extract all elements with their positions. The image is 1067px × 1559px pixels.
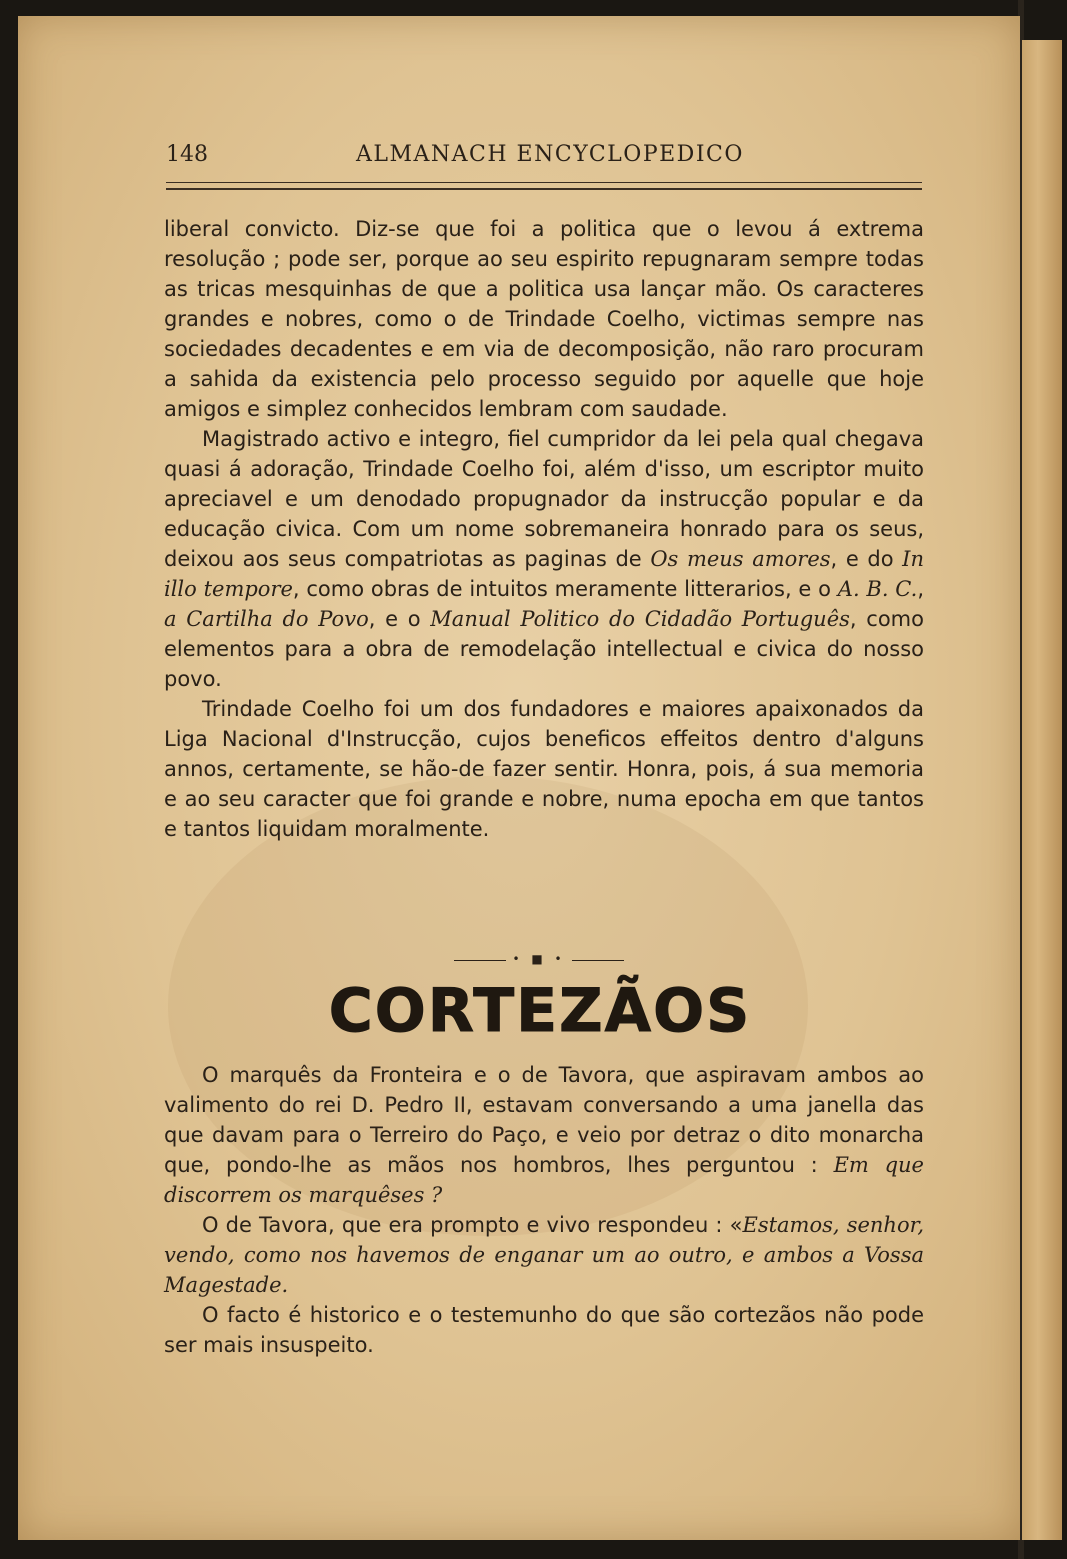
header-rule <box>166 182 922 190</box>
section-paragraph-1: O marquês da Fronteira e o de Tavora, que aspiravam ambos ao valimento do rei D. Pedro II, estavam conversando a uma janella das que davam para o Terreiro do Paço, e veio por detraz o dito monarcha que, pondo-lhe as mãos nos hombros, lhes perguntou : Em que discorrem os marquêses ? <box>164 1063 924 1207</box>
section-title: CORTEZÃOS <box>328 976 752 1046</box>
running-title: ALMANACH ENCYCLOPEDICO <box>356 142 744 167</box>
paragraph-2: Magistrado activo e integro, fiel cumpridor da lei pela qual chegava quasi á adoração, Trindade Coelho foi, além d'isso, um escriptor muito apreciavel e um denodado propugnador da instrucção popular e da educação civica. Com um nome sobremaneira honrado para os seus, deixou aos seus compatriotas as paginas de Os meus amores, e do In illo tempore, como obras de intuitos meramente litterarios, e o A. B. C., a Cartilha do Povo, e o Manual Politico do Cidadão Português, como elementos para a obra de remodelação intellectual e civica do nosso povo. <box>164 427 924 691</box>
article-body <box>164 214 924 844</box>
section-paragraph-3: O facto é historico e o testemunho do que são cortezãos não pode ser mais insuspeito. <box>164 1303 924 1357</box>
section-body <box>164 1060 924 1360</box>
page-number: 148 <box>166 142 208 167</box>
section-divider-ornament: • ■ • <box>454 950 624 970</box>
paragraph-3: Trindade Coelho foi um dos fundadores e maiores apaixonados da Liga Nacional d'Instrucção, cujos beneficos effeitos dentro d'alguns annos, certamente, se hão-de fazer sentir. Honra, pois, á sua memoria e ao seu caracter que foi grande e nobre, numa epocha em que tantos e tantos liquidam moralmente. <box>164 697 924 841</box>
section-paragraph-2: O de Tavora, que era prompto e vivo respondeu : «Estamos, senhor, vendo, como nos havemos de enganar um ao outro, e ambos a Vossa Magestade. <box>164 1213 924 1297</box>
running-head <box>166 142 924 174</box>
paragraph-1: liberal convicto. Diz-se que foi a politica que o levou á extrema resolução ; pode ser, porque ao seu espirito repugnaram sempre todas as tricas mesquinhas de que a politica usa lançar mão. Os caracteres grandes e nobres, como o de Trindade Coelho, victimas sempre nas sociedades decadentes e em via de decomposição, não raro procuram a sahida da existencia pelo processo seguido por aquelle que hoje amigos e simplez conhecidos lembram com saudade. <box>164 217 924 421</box>
adjacent-page-edge <box>1022 40 1062 1540</box>
